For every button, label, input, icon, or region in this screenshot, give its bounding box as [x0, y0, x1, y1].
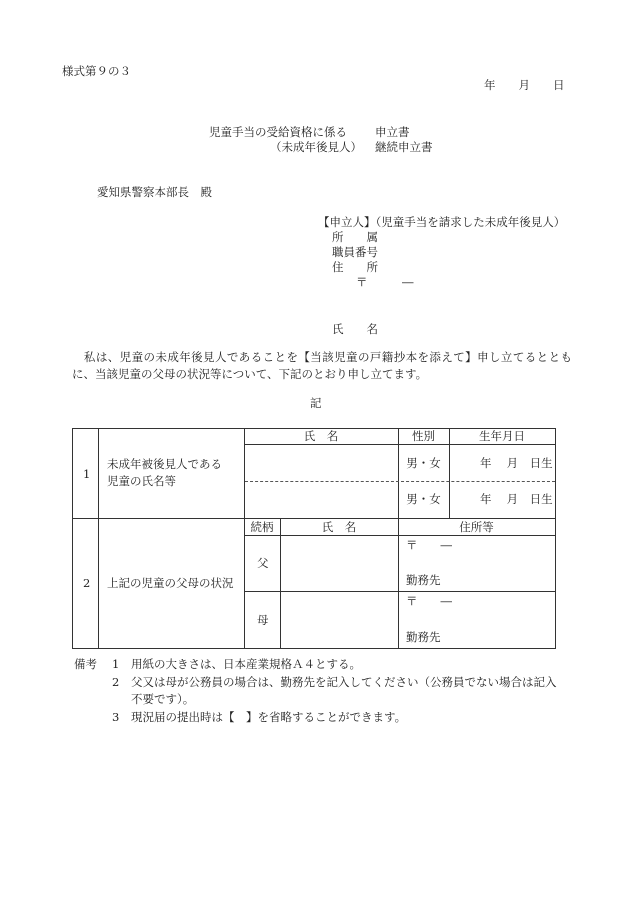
- title-line1-right: 申立書: [375, 125, 410, 139]
- notes-label: 備考: [74, 657, 97, 671]
- row2-col-address: 住所等: [459, 520, 494, 534]
- note-2-text-line2: 不要です）。: [131, 692, 195, 706]
- note-2-text-line1: 父又は母が公務員の場合は、勤務先を記入してください（公務員でない場合は記入: [131, 675, 557, 689]
- row2-col-relation: 続柄: [250, 520, 274, 534]
- row1-col-birth: 生年月日: [479, 429, 525, 443]
- applicant-heading: 【申立人】（児童手当を請求した未成年後見人）: [318, 215, 566, 229]
- note-3-text: 現況届の提出時は【 】を省略することができます。: [131, 710, 407, 724]
- row1-sex-value-2: 男・女: [406, 492, 441, 506]
- row2-col-name: 氏 名: [321, 520, 357, 534]
- applicant-name: 氏 名: [332, 322, 378, 336]
- mother-label: 母: [257, 613, 269, 627]
- applicant-postal: 〒 ―: [356, 275, 414, 289]
- father-workplace: 勤務先: [406, 573, 441, 587]
- row1-birth-value-2: 年 月 日生: [480, 492, 553, 506]
- note-2-number: 2: [112, 675, 120, 689]
- row1-label-line2: 児童の氏名等: [107, 474, 176, 488]
- title-line1-left: 児童手当の受給資格に係る: [209, 125, 347, 139]
- row2-label: 上記の児童の父母の状況: [107, 576, 234, 590]
- father-label: 父: [257, 556, 269, 570]
- applicant-affiliation: 所 属: [332, 230, 378, 244]
- father-postal: 〒 ―: [406, 538, 452, 552]
- ki-mark: 記: [310, 396, 322, 410]
- title-line2-left: （未成年後見人）: [270, 140, 362, 154]
- row1-label-line1: 未成年被後見人である: [107, 457, 222, 471]
- note-1-text: 用紙の大きさは、日本産業規格Ａ４とする。: [131, 657, 361, 671]
- addressee: 愛知県警察本部長 殿: [97, 185, 212, 199]
- note-3-number: 3: [112, 710, 120, 724]
- applicant-address: 住 所: [332, 260, 378, 274]
- row1-col-sex: 性別: [412, 429, 435, 443]
- date-line: 年 月 日: [484, 78, 565, 92]
- mother-workplace: 勤務先: [406, 630, 441, 644]
- row1-sex-value-1: 男・女: [406, 456, 441, 470]
- row2-number: 2: [83, 576, 91, 590]
- applicant-staff-number: 職員番号: [332, 245, 378, 259]
- row1-number: 1: [83, 467, 91, 481]
- note-1-number: 1: [112, 657, 120, 671]
- row1-col-name: 氏 名: [303, 429, 339, 443]
- form-number: 様式第９の３: [62, 64, 131, 78]
- declaration-text: 私は、児童の未成年後見人であることを【当該児童の戸籍抄本を添えて】申し立てるとともに、当該児童の父母の状況等について、下記のとおり申し立てます。: [72, 350, 572, 381]
- row1-birth-value-1: 年 月 日生: [480, 456, 553, 470]
- title-line2-right: 継続申立書: [375, 140, 433, 154]
- mother-postal: 〒 ―: [406, 594, 452, 608]
